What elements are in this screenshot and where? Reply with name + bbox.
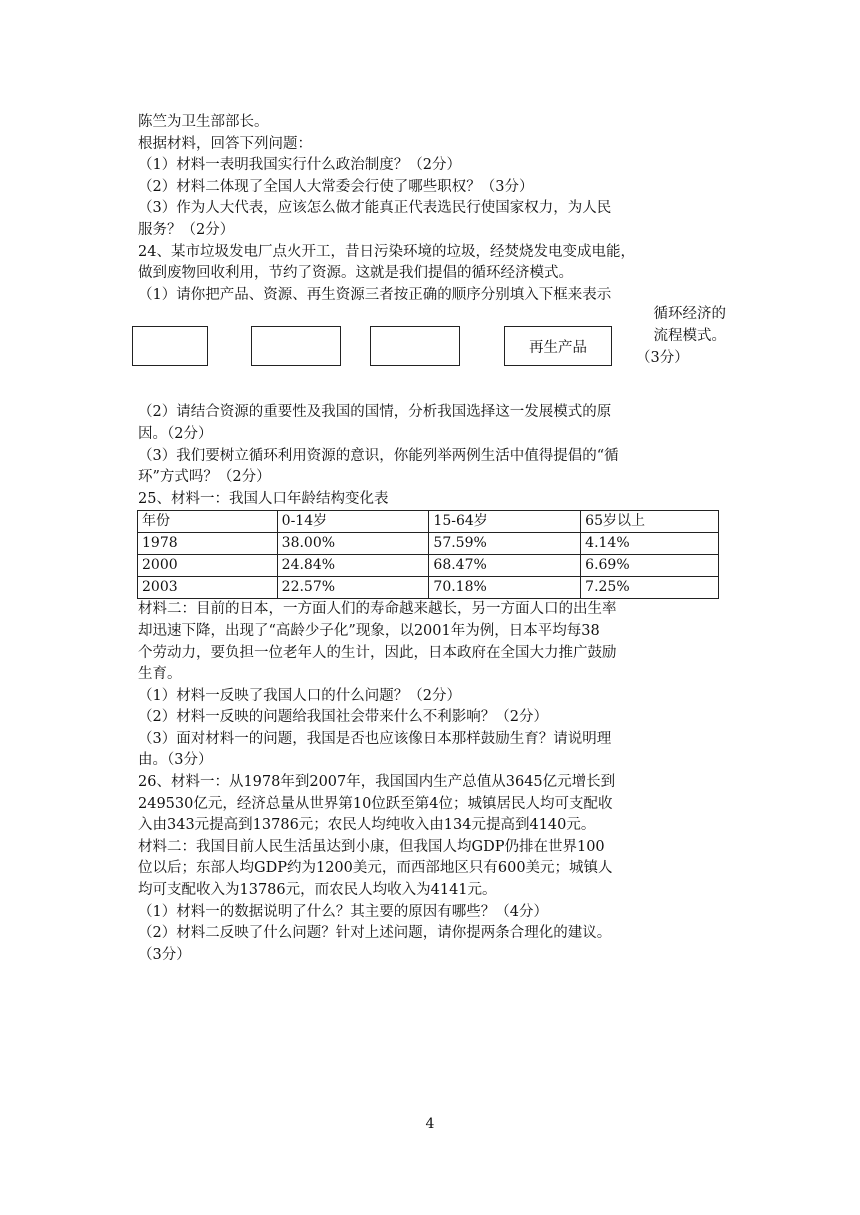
text-line: 材料二：我国目前人民生活虽达到小康，但我国人均GDP仍排在世界100: [138, 838, 605, 855]
table-header-row: [138, 511, 719, 533]
table-cell: 1978: [138, 533, 278, 555]
table-cell: 57.59%: [429, 533, 581, 555]
text-line: 位以后；东部人均GDP约为1200美元，而西部地区只有600美元；城镇人: [138, 860, 613, 877]
table-cell: 2000: [138, 555, 278, 577]
table-cell: 2003: [138, 577, 278, 599]
question-line: （1）材料一的数据说明了什么？其主要的原因有哪些？（4分）: [138, 903, 548, 920]
question-line: （3）我们要树立循环利用资源的意识，你能列举两例生活中值得提倡的“循: [138, 447, 619, 464]
table-cell: 4.14%: [581, 533, 719, 555]
question-line: 因。（2分）: [138, 425, 213, 442]
caption-line: （3分）: [636, 349, 689, 366]
table-header: 年份: [138, 511, 278, 533]
flow-caption: [622, 304, 726, 369]
text-line: 24、某市垃圾发电厂点火开工，昔日污染环境的垃圾，经焚烧发电变成电能，: [138, 243, 635, 260]
text-line: 25、材料一：我国人口年龄结构变化表: [138, 490, 389, 507]
text-line: 生育。: [138, 666, 182, 683]
question-line: （2）请结合资源的重要性及我国的国情，分析我国选择这一发展模式的原: [138, 404, 612, 421]
question-line: （1）材料一反映了我国人口的什么问题？（2分）: [138, 687, 461, 704]
text-line: 根据材料，回答下列问题：: [138, 135, 312, 152]
text-line: 陈竺为卫生部部长。: [138, 114, 269, 130]
text-line: 材料二：目前的日本，一方面人们的寿命越来越长，另一方面人口的出生率: [138, 601, 617, 618]
table-cell: 6.69%: [581, 555, 719, 577]
question-line: 由。（3分）: [138, 752, 213, 769]
question-line: （1）材料一表明我国实行什么政治制度？（2分）: [138, 157, 461, 174]
table-cell: 38.00%: [277, 533, 429, 555]
question-line: （2）材料二体现了全国人大常委会行使了哪些职权？（3分）: [138, 178, 534, 195]
question-line: 服务？（2分）: [138, 221, 235, 238]
table-row: [138, 555, 719, 577]
page-number: 4: [425, 1116, 435, 1132]
text-block-c: [138, 599, 723, 966]
answer-box-2[interactable]: [251, 326, 341, 366]
text-line: 个劳动力，要负担一位老年人的生计，因此，日本政府在全国大力推广鼓励: [138, 644, 617, 661]
caption-line: 流程模式。: [653, 327, 726, 344]
question-line: （2）材料一反映的问题给我国社会带来什么不利影响？（2分）: [138, 709, 548, 726]
text-block-a: [138, 112, 723, 306]
question-line: （3）面对材料一的问题，我国是否也应该像日本那样鼓励生育？请说明理: [138, 730, 612, 747]
caption-line: 循环经济的: [653, 306, 726, 323]
text-line: 均可支配收入为13786元，而农民人均收入为4141元。: [138, 882, 497, 899]
table-cell: 24.84%: [277, 555, 429, 577]
document-page: [138, 112, 726, 966]
answer-box-3[interactable]: [370, 326, 460, 366]
regenerated-product-box: [504, 326, 612, 366]
question-line: （1）请你把产品、资源、再生资源三者按正确的顺序分别填入下框来表示: [138, 286, 612, 303]
flow-diagram: [138, 306, 726, 388]
table-cell: 22.57%: [277, 577, 429, 599]
answer-box-1[interactable]: [132, 326, 208, 366]
text-line: 249530亿元，经济总量从世界第10位跃至第4位；城镇居民人均可支配收: [138, 795, 613, 812]
text-line: 却迅速下降，出现了“高龄少子化”现象，以2001年为例，日本平均每38: [138, 622, 600, 639]
table-header: 0-14岁: [277, 511, 429, 533]
question-line: （2）材料二反映了什么问题？针对上述问题，请你提两条合理化的建议。: [138, 925, 612, 942]
text-line: 入由343元提高到13786元；农民人均纯收入由134元提高到4140元。: [138, 817, 596, 834]
table-header: 15-64岁: [429, 511, 581, 533]
table-cell: 68.47%: [429, 555, 581, 577]
box-label: 再生产品: [529, 339, 587, 356]
question-line: （3分）: [138, 946, 191, 963]
table-header: 65岁以上: [581, 511, 719, 533]
question-line: （3）作为人大代表，应该怎么做才能真正代表选民行使国家权力，为人民: [138, 200, 612, 217]
question-line: 环”方式吗？（2分）: [138, 469, 271, 486]
text-block-b: [138, 402, 723, 510]
text-line: 26、材料一：从1978年到2007年，我国国内生产总值从3645亿元增长到: [138, 774, 616, 791]
population-age-table: [137, 510, 719, 599]
text-line: 做到废物回收利用，节约了资源。这就是我们提倡的循环经济模式。: [138, 265, 573, 282]
table-cell: 7.25%: [581, 577, 719, 599]
table-row: [138, 533, 719, 555]
table-cell: 70.18%: [429, 577, 581, 599]
table-row: [138, 577, 719, 599]
